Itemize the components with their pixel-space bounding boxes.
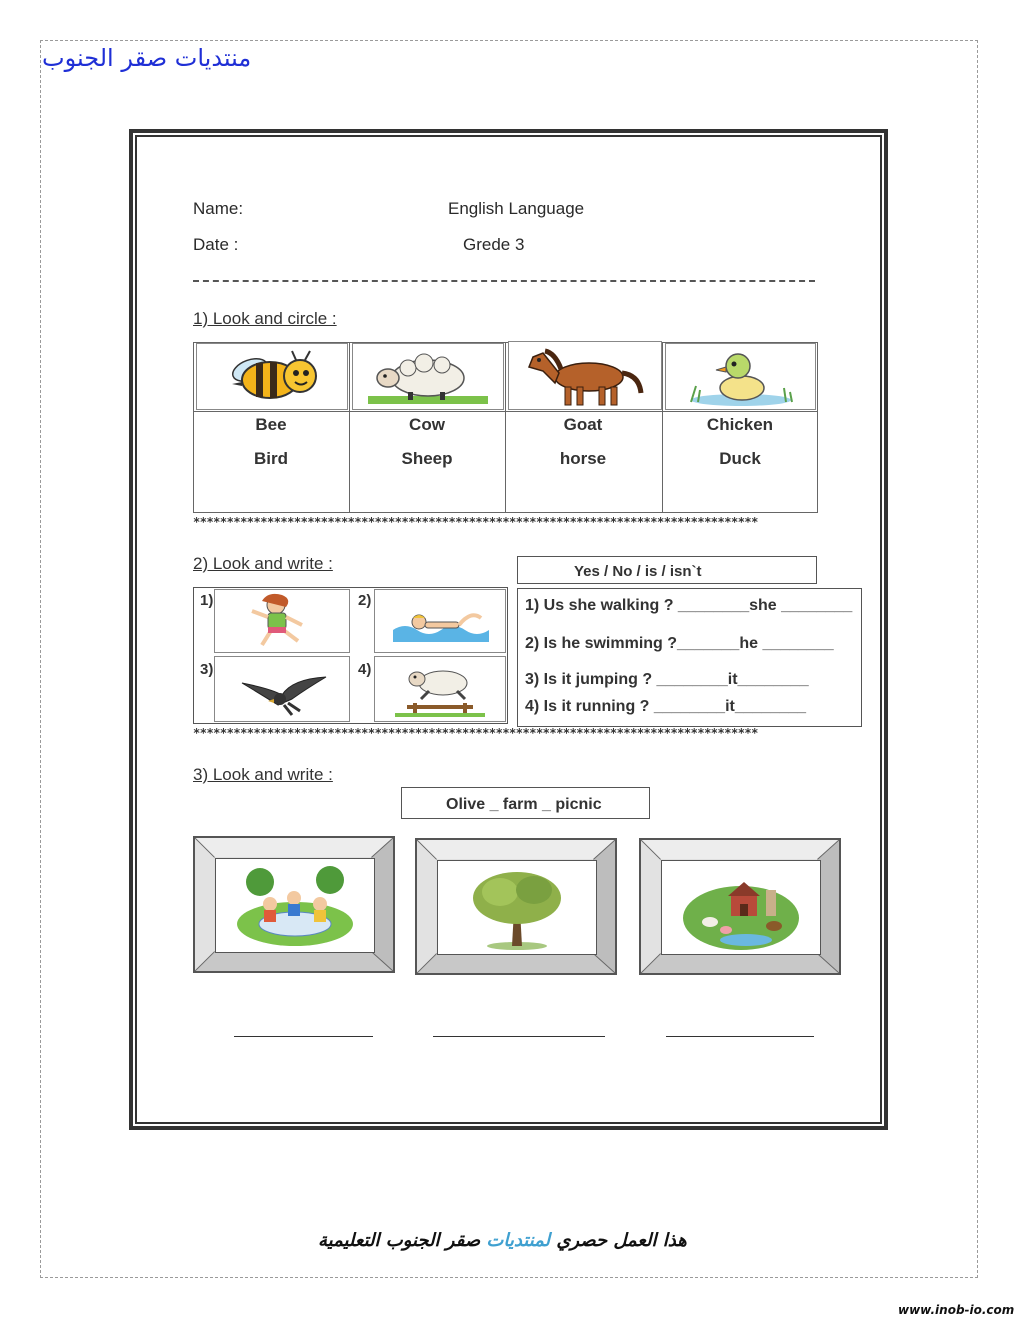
- footer-part-2: صقر الجنوب التعليمية: [318, 1230, 487, 1251]
- bird-flying-picture: [214, 656, 350, 722]
- answer-line-1[interactable]: [234, 1036, 373, 1037]
- option-horse[interactable]: horse: [559, 449, 607, 468]
- section1-heading: 1) Look and circle :: [193, 309, 337, 328]
- date-label: Date :: [193, 235, 239, 254]
- duck-picture: [665, 343, 816, 410]
- subject-label: English Language: [448, 199, 585, 218]
- word-bank-3: Olive _ farm _ picnic: [446, 796, 602, 813]
- name-label: Name:: [193, 199, 244, 218]
- pic-number-2: 2): [358, 592, 372, 609]
- jumping-sheep-icon: [385, 659, 495, 719]
- option-goat[interactable]: Goat: [563, 415, 603, 434]
- word-bank-box-2: [517, 556, 817, 584]
- forum-title: منتديات صقر الجنوب: [42, 44, 252, 72]
- flying-bird-icon: [222, 659, 342, 719]
- sheep-jumping-picture: [374, 656, 506, 722]
- pic-number-3: 3): [200, 661, 214, 678]
- picture-frame-farm: [639, 838, 841, 975]
- option-duck[interactable]: Duck: [719, 449, 761, 468]
- girl-running-picture: [214, 589, 350, 653]
- option-cow[interactable]: Cow: [409, 415, 445, 434]
- footer-highlight: لمنتديات: [486, 1230, 551, 1251]
- option-sheep[interactable]: Sheep: [401, 449, 453, 468]
- header-divider: [193, 280, 815, 282]
- bee-icon: [212, 346, 332, 408]
- word-bank-box-3: [401, 787, 650, 819]
- horse-icon: [515, 343, 655, 409]
- sheep-icon: [358, 346, 498, 408]
- section2-heading: 2) Look and write :: [193, 554, 333, 573]
- question-4: 4) Is it running ? ________it________: [525, 698, 807, 715]
- option-chicken[interactable]: Chicken: [706, 415, 774, 434]
- grade-label: Grede 3: [463, 235, 525, 254]
- farm-icon: [676, 864, 806, 952]
- answer-line-3[interactable]: [666, 1036, 814, 1037]
- pic-number-4: 4): [358, 661, 372, 678]
- pic-number-1: 1): [200, 592, 214, 609]
- question-1: 1) Us she walking ? ________she ________: [525, 597, 853, 614]
- tree-icon: [452, 864, 582, 952]
- sheep-picture: [352, 343, 504, 410]
- question-2: 2) Is he swimming ?_______he ________: [525, 635, 834, 652]
- website-link[interactable]: www.inob-io.com: [898, 1303, 1015, 1317]
- picture-frame-picnic: [193, 836, 395, 973]
- picnic-icon: [230, 862, 360, 950]
- swimming-boy-icon: [385, 592, 495, 650]
- option-bird[interactable]: Bird: [254, 449, 288, 468]
- answer-line-2[interactable]: [433, 1036, 605, 1037]
- horse-picture: [508, 341, 662, 410]
- boy-swimming-picture: [374, 589, 506, 653]
- question-3: 3) Is it jumping ? ________it________: [525, 671, 809, 688]
- footer-part-1: هذا العمل حصري: [550, 1230, 687, 1251]
- duck-icon: [676, 346, 806, 408]
- bee-picture: [196, 343, 348, 410]
- word-bank-2: Yes / No / is / isn`t: [574, 563, 702, 580]
- separator-stars-1: ************************************************************************************: [193, 515, 758, 529]
- option-bee[interactable]: Bee: [255, 415, 287, 434]
- footer-note: [318, 1230, 687, 1251]
- section3-heading: 3) Look and write :: [193, 765, 333, 784]
- picture-frame-tree: [415, 838, 617, 975]
- separator-stars-2: ************************************************************************************: [193, 726, 758, 740]
- running-girl-icon: [222, 591, 342, 651]
